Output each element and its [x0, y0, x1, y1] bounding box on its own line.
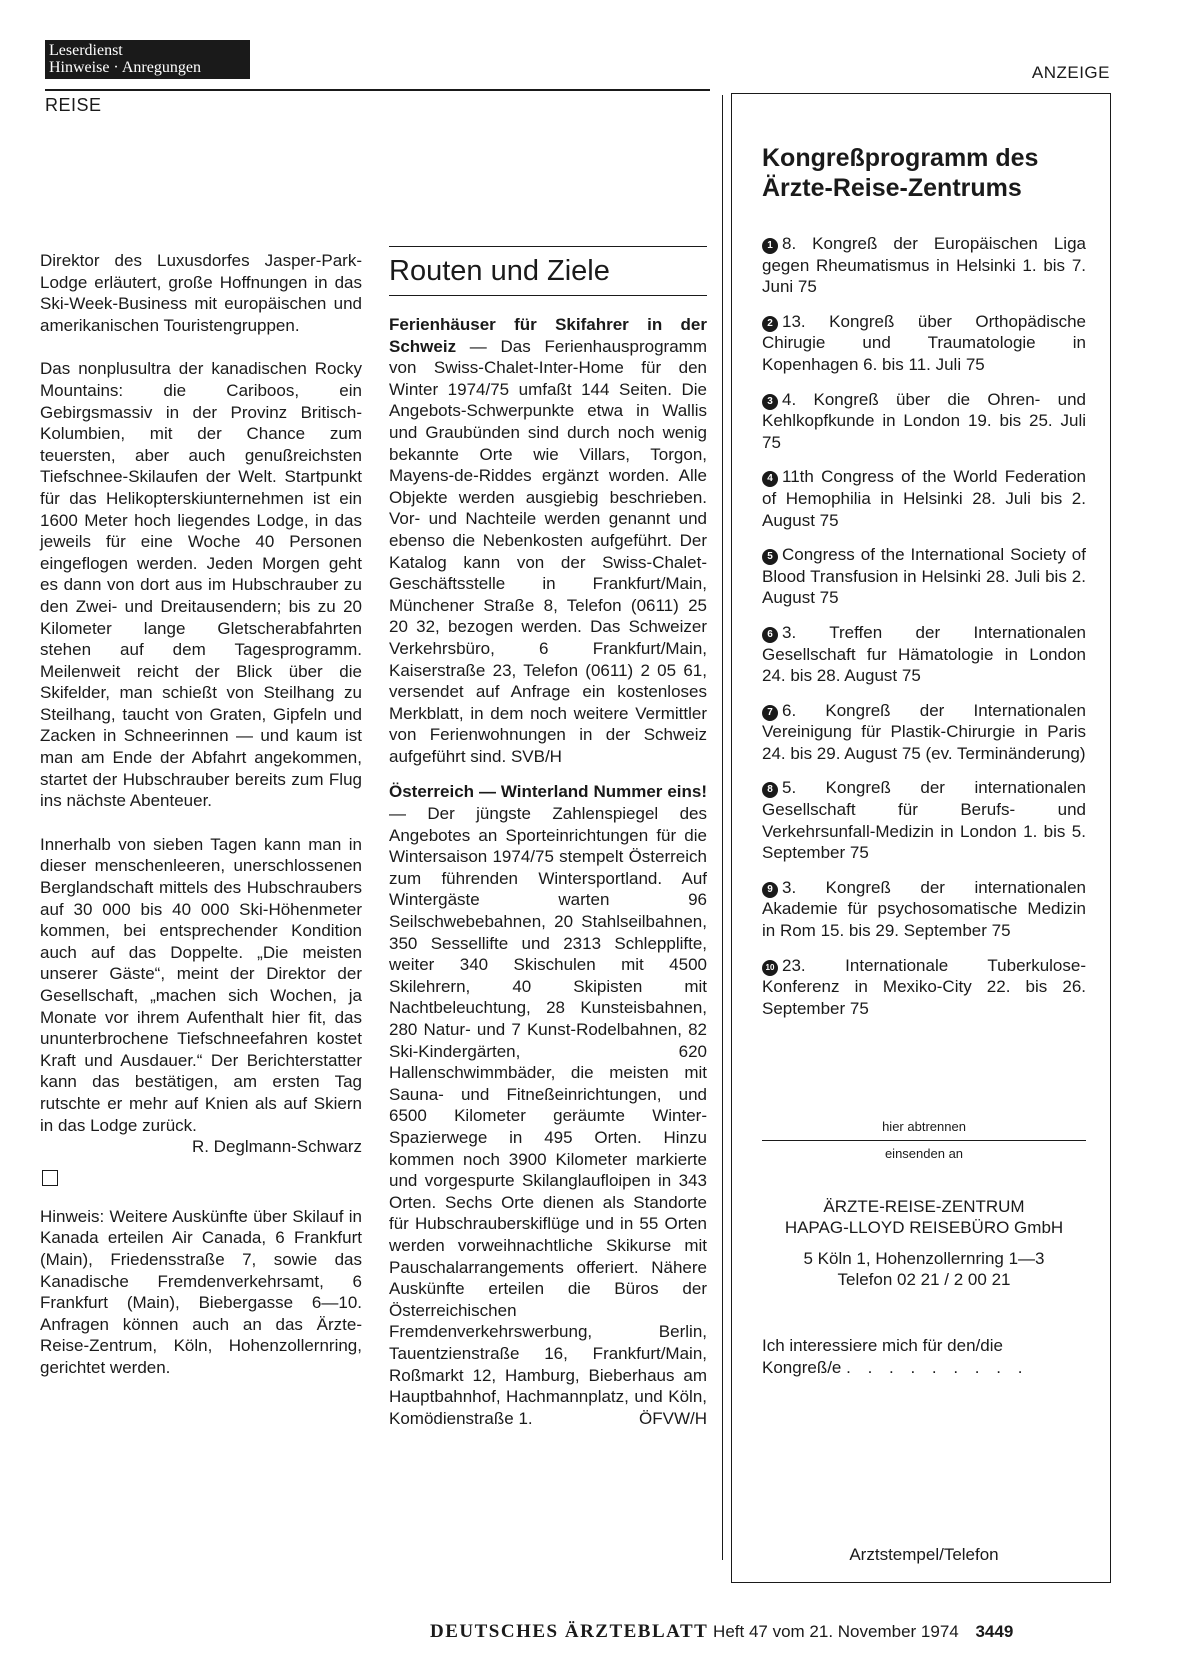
advertisement-title [762, 143, 1038, 203]
signature-row [40, 1136, 362, 1158]
badge-line-1: Leserdienst [49, 42, 123, 59]
congress-text: Congress of the International Society of Blood Transfusion in Helsinki 28. Juli bis 2. August 75 [762, 545, 1086, 608]
congress-text: 11th Congress of the World Federation of Hemophilia in Helsinki 28. Juli bis 2. August 75 [762, 467, 1086, 530]
column-badge [45, 40, 250, 79]
title-rule-bottom [389, 295, 707, 296]
author-signature: R. Deglmann-Schwarz [191, 1137, 362, 1157]
congress-list [762, 233, 1086, 1032]
address-line: ÄRZTE-REISE-ZENTRUM [823, 1197, 1025, 1216]
article-source: ÖFVW/H [639, 1408, 707, 1428]
section-title: Routen und Ziele [389, 255, 610, 287]
page-footer [430, 1621, 1013, 1643]
congress-item [762, 233, 1086, 298]
page-number: 3449 [975, 1622, 1014, 1641]
address-line: 5 Köln 1, Hohenzollernring 1—3 [803, 1249, 1045, 1268]
congress-text: 3. Treffen der Internationalen Gesellschaft fur Hämatologie in London 24. bis 28. August 75 [762, 622, 1086, 686]
paragraph-text: Innerhalb von sieben Tagen kann man in dieser menschenleeren, unerschlossenen Berglandschaft mittels des Hubschraubers auf 30 000 bis 40 000 Ski-Höhenmeter kommen, bei entsprechender Kondition auch auf das Doppelte. „Die meisten unserer Gäste“, meint der Direktor der Gesellschaft, „machen sich Wochen, ja Monate vor ihrem Aufenthalt hier fit, das ununterbrochene Tiefschneefahren kostet Kraft und Ausdauer.“ Der Berichterstatter kann das bestätigen, am ersten Tag rutschte er mehr auf Knien als auf Skiern in das Lodge zurück. [40, 834, 362, 1135]
ad-title-line-2: Ärzte-Reise-Zentrums [762, 174, 1022, 202]
congress-item [762, 622, 1086, 687]
congress-text: 23. Internationale Tuberkulose-Konferenz in Mexiko-City 22. bis 26. September 75 [762, 955, 1086, 1018]
item-number-badge: 9 [762, 882, 778, 898]
item-number-badge: 2 [762, 316, 778, 332]
publication-name: DEUTSCHES ÄRZTEBLATT [430, 1621, 709, 1642]
address-line: Telefon 02 21 / 2 00 21 [837, 1270, 1011, 1289]
congress-item [762, 466, 1086, 531]
item-number-badge: 5 [762, 549, 778, 565]
article-column-1 [40, 250, 362, 1401]
congress-item [762, 955, 1086, 1020]
interest-text: Ich interessiere mich für den/die Kongreß/e [762, 1336, 1003, 1377]
ad-title-line-1: Kongreßprogramm des [762, 144, 1039, 172]
congress-text: 5. Kongreß der internationalen Gesellschaft für Berufs- und Verkehrsunfall-Medizin in London 1. bis 5. September 75 [762, 778, 1086, 863]
item-number-badge: 4 [762, 471, 778, 487]
article-body: — Der jüngste Zahlenspiegel des Angebotes an Sporteinrichtungen für die Wintersaison 1974/75 stempelt Österreich zum führenden Wintersportland. Auf Wintergäste warten 96 Seilschwebebahnen, 20 Stahlseilbahnen, 350 Sessellifte und 2313 Schlepplifte, weiter 340 Skischulen mit 4500 Skilehrern, 40 Skipisten mit Nachtbeleuchtung, 28 Kunsteisbahnen, 280 Natur- und 7 Kunst-Rodelbahnen, 82 Ski-Kindergärten, 620 Hallenschwimmbäder, die meisten mit Sauna- und Fitneßeinrichtungen, und 6500 Kilometer geräumte Winter-Spazierwege in 495 Orten. Hinzu kommen noch 3900 Kilometer markierte und vorgespurte Skilanglaufloipen in 343 Orten. Sechs Orte dienen als Standorte für Hubschrauberskiflüge und in 55 Orten werden vorweihnachtliche Skikurse mit Pauschalarrangements offeriert. Nähere Auskünfte erteilen die Büros der Österreichischen Fremdenverkehrswerbung, Berlin, Tauentzienstraße 16, Frankfurt/Main, Roßmarkt 12, Hamburg, Bieberhaus am Hauptbahnhof, Hachmannplatz, und Köln, Komödienstraße 1. [389, 804, 707, 1428]
congress-text: 13. Kongreß über Orthopädische Chirugie und Traumatologie in Kopenhagen 6. bis 11. Juli 75 [762, 311, 1086, 374]
article-source: SVB/H [510, 746, 562, 766]
article-switzerland [389, 314, 707, 767]
address-block [762, 1196, 1086, 1290]
address-line: HAPAG-LLOYD REISEBÜRO GmbH [784, 1218, 1064, 1237]
section-label: REISE [45, 95, 102, 115]
column-separator [722, 95, 723, 1560]
item-number-badge: 8 [762, 782, 778, 798]
send-to-label: einsenden an [884, 1146, 964, 1161]
title-rule-top [389, 246, 707, 247]
doctor-stamp-label: Arztstempel/Telefon [849, 1545, 999, 1564]
congress-text: 4. Kongreß über die Ohren- und Kehlkopfkunde in London 19. bis 25. Juli 75 [762, 389, 1086, 452]
paragraph: Das nonplusultra der kanadischen Rocky Mountains: die Cariboos, ein Gebirgsmassiv in der Provinz Britisch-Kolumbien, mit der Chance zum teuersten, aber auch genußreichsten Tiefschnee-Skilaufen der Welt. Startpunkt für das Helikopterskiunternehmen ist ein 1600 Meter hoch liegendes Lodge, in das jeweils für eine Woche 40 Personen eingeflogen werden. Jeden Morgen geht es dann von dort aus im Hubschrauber zu den Zwei- und Dreitausendern; bis zu 20 Kilometer lange Gletscherabfahrten stehen auf dem Tagesprogramm. Meilenweit reicht der Blick über die Skifelder, man schießt von Steilhang zu Steilhang, taucht von Graten, Gipfeln und Zacken in Schneerinnen — und kaum ist man am Ende der Abfahrt angekommen, startet der Hubschrauber bereits zum Flug ins nächste Abenteuer. [40, 359, 362, 811]
item-number-badge: 6 [762, 627, 778, 643]
cut-here-label: hier abtrennen [882, 1119, 966, 1134]
fill-in-dots: . . . . . . . . . [846, 1358, 1029, 1377]
article-lead: Österreich — Winterland Nummer eins! [389, 782, 707, 802]
item-number-badge: 1 [762, 238, 778, 254]
article-body: — Das Ferienhausprogramm von Swiss-Chalet-Inter-Home für den Winter 1974/75 umfaßt 144 Seiten. Die Angebots-Schwerpunkte etwa in Wallis und Graubünden sind durch noch wenig bekannte Orte wie Villars, Torgon, Mayens-de-Riddes ergänzt worden. Alle Objekte werden ausgiebig beschrieben. Vor- und Nachteile werden genannt und ebenso die Nebenkosten aufgeführt. Der Katalog kann von der Swiss-Chalet-Geschäftsstelle in Frankfurt/Main, Münchener Straße 8, Telefon (0611) 25 20 32, bezogen werden. Das Schweizer Verkehrsbüro, 6 Frankfurt/Main, Kaiserstraße 23, Telefon (0611) 2 05 61, versendet auf Anfrage ein kostenloses Merkblatt, in dem noch weitere Vermittler von Ferienwohnungen in der Schweiz aufgeführt sind. [389, 336, 707, 766]
hint-paragraph: Hinweis: Weitere Auskünfte über Skilauf in Kanada erteilen Air Canada, 6 Frankfurt (Main), Friedensstraße 7, sowie das Kanadische Fremdenverkehrsamt, 6 Frankfurt (Main), Biebergasse 6—10. Anfragen können auch an das Ärzte-Reise-Zentrum, Köln, Hohenzollernring, gerichtet werden. [40, 1206, 362, 1377]
issue-info: Heft 47 vom 21. November 1974 [713, 1622, 959, 1641]
paragraph [40, 834, 362, 1158]
article-austria [389, 781, 707, 1429]
cut-line [762, 1140, 1086, 1141]
congress-item [762, 877, 1086, 942]
end-of-article-box [42, 1170, 58, 1186]
congress-text: 6. Kongreß der Internationalen Vereinigung für Plastik-Chirurgie in Paris 24. bis 29. August 75 (ev. Terminänderung) [762, 700, 1086, 763]
item-number-badge: 10 [762, 960, 778, 976]
advertisement-label: ANZEIGE [1031, 63, 1110, 82]
congress-item [762, 777, 1086, 863]
header-rule [45, 89, 710, 91]
congress-text: 8. Kongreß der Europäischen Liga gegen Rheumatismus in Helsinki 1. bis 7. Juni 75 [762, 234, 1086, 297]
item-number-badge: 3 [762, 394, 778, 410]
badge-line-2: Hinweise · Anregungen [49, 59, 201, 76]
congress-item [762, 389, 1086, 454]
item-number-badge: 7 [762, 705, 778, 721]
paragraph: Direktor des Luxusdorfes Jasper-Park-Lodge erläutert, große Hoffnungen in das Ski-Week-Business mit europäischen und amerikanischen Touristengruppen. [40, 251, 362, 335]
congress-item [762, 544, 1086, 609]
congress-text: 3. Kongreß der internationalen Akademie für psychosomatische Medizin in Rom 15. bis 29. September 75 [762, 877, 1086, 941]
article-lead: Ferienhäuser für Skifahrer in der Schweiz [389, 315, 707, 356]
article-column-2 [389, 314, 707, 1443]
congress-item [762, 311, 1086, 376]
interest-field [762, 1335, 1086, 1379]
congress-item [762, 700, 1086, 765]
